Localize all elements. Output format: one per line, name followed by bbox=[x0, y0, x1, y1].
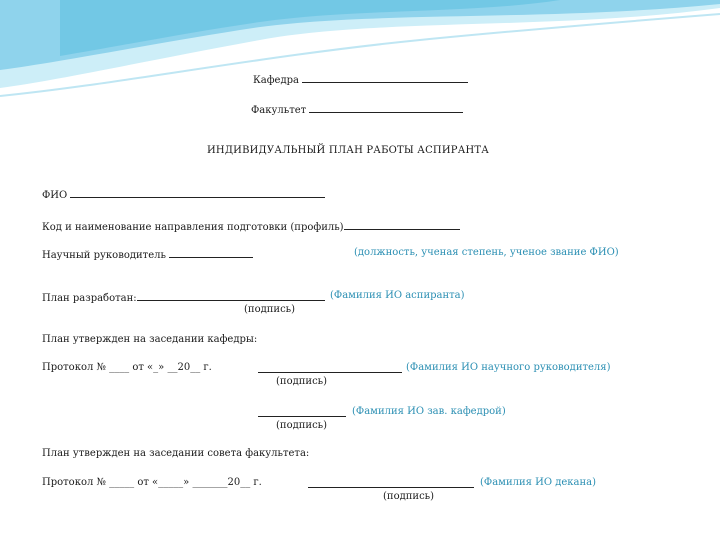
fio-field-line[interactable] bbox=[70, 187, 325, 198]
dean-signature-line[interactable] bbox=[308, 477, 474, 488]
department-label: Кафедра bbox=[253, 75, 299, 86]
department-approval-heading: План утвержден на заседании кафедры: bbox=[42, 334, 258, 345]
faculty-approval-heading: План утвержден на заседании совета факультета: bbox=[42, 448, 310, 459]
dept-supervisor-hint: (Фамилия ИО научного руководителя) bbox=[406, 362, 611, 373]
faculty-row bbox=[251, 102, 463, 117]
developed-hint: (Фамилия ИО аспиранта) bbox=[330, 290, 465, 301]
department-field-line[interactable] bbox=[302, 72, 468, 83]
direction-label: Код и наименование направления подготовки (профиль) bbox=[42, 222, 344, 233]
developed-signature-line[interactable] bbox=[137, 290, 325, 301]
dept-head-signature-line[interactable] bbox=[258, 406, 346, 417]
supervisor-label: Научный руководитель bbox=[42, 250, 166, 261]
dept-head-signature-caption: (подпись) bbox=[276, 420, 328, 431]
faculty-label: Факультет bbox=[251, 105, 307, 116]
fio-label: ФИО bbox=[42, 190, 68, 201]
dept-supervisor-signature-line[interactable] bbox=[258, 362, 402, 373]
dept-head-hint: (Фамилия ИО зав. кафедрой) bbox=[352, 406, 506, 417]
direction-row bbox=[42, 219, 460, 234]
department-protocol-text: Протокол № ____ от «_» __20__ г. bbox=[42, 362, 212, 373]
developed-row bbox=[42, 290, 325, 305]
dean-hint: (Фамилия ИО декана) bbox=[480, 477, 597, 488]
supervisor-row bbox=[42, 247, 253, 262]
document-title: ИНДИВИДУАЛЬНЫЙ ПЛАН РАБОТЫ АСПИРАНТА bbox=[207, 145, 490, 156]
developed-label: План разработан: bbox=[42, 293, 137, 304]
supervisor-field-line[interactable] bbox=[169, 247, 253, 258]
dean-signature-caption: (подпись) bbox=[383, 491, 435, 502]
faculty-protocol-text: Протокол № _____ от «_____» _______20__ г. bbox=[42, 477, 262, 488]
dept-supervisor-signature-caption: (подпись) bbox=[276, 376, 328, 387]
department-row bbox=[253, 72, 468, 87]
faculty-field-line[interactable] bbox=[309, 102, 463, 113]
header-swoosh-decoration bbox=[0, 0, 720, 110]
supervisor-hint: (должность, ученая степень, ученое звание ФИО) bbox=[354, 247, 619, 258]
direction-field-line[interactable] bbox=[344, 219, 460, 230]
fio-row bbox=[42, 187, 325, 202]
developed-signature-caption: (подпись) bbox=[244, 304, 296, 315]
